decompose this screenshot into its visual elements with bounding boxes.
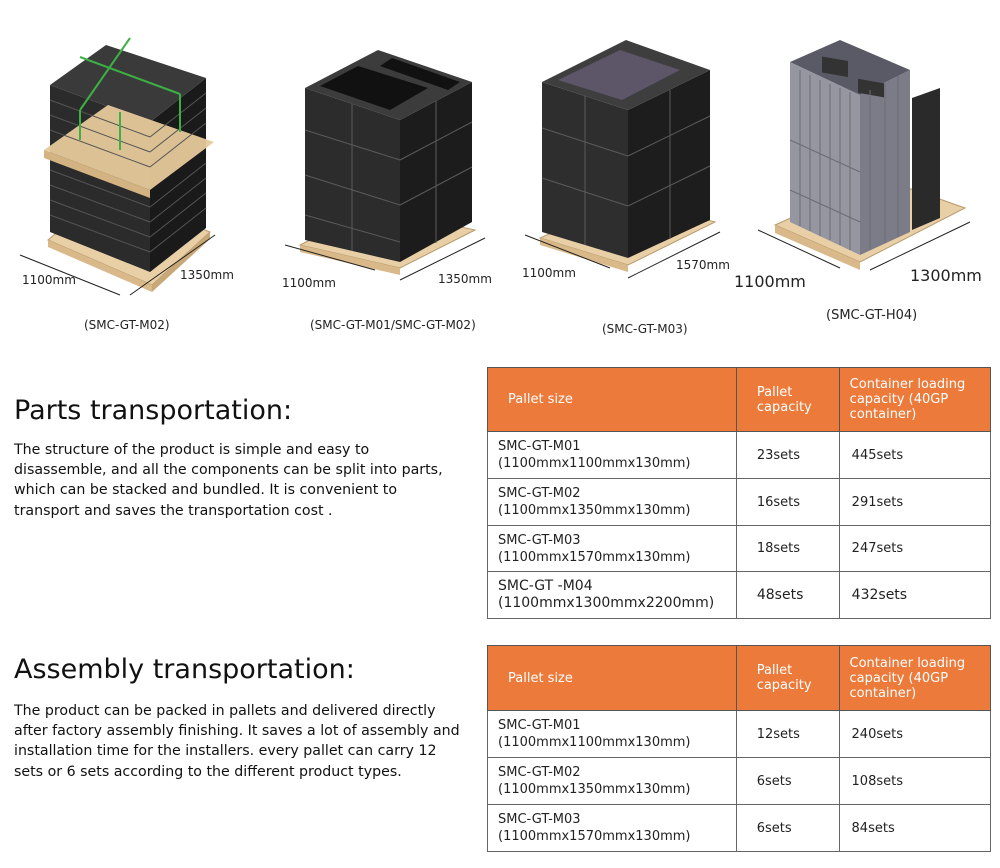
container-capacity-cell: 247sets xyxy=(839,526,990,572)
figure-caption: (SMC-GT-H04) xyxy=(826,308,918,323)
stacked-plates-illustration xyxy=(0,0,250,340)
container-capacity-cell: 84sets xyxy=(839,805,990,852)
pallet-capacity-cell: 12sets xyxy=(736,711,839,758)
table-row xyxy=(488,572,991,619)
pallet-size-cell xyxy=(488,526,737,572)
pallet-size-cell xyxy=(488,805,737,852)
pallet-capacity-cell: 18sets xyxy=(736,526,839,572)
table-row xyxy=(488,805,991,852)
header-container-capacity: Container loading capacity (40GP container) xyxy=(839,368,990,432)
model-dimensions: (1100mmx1350mmx130mm) xyxy=(498,782,691,797)
dimension-label-length: 1300mm xyxy=(910,266,982,285)
model-name: SMC-GT-M01 xyxy=(498,718,581,733)
dimension-label-width: 1100mm xyxy=(734,272,806,291)
table-header-row xyxy=(488,646,991,711)
model-dimensions: (1100mmx1100mmx130mm) xyxy=(498,735,691,750)
header-pallet-capacity: Pallet capacity xyxy=(736,368,839,432)
model-dimensions: (1100mmx1100mmx130mm) xyxy=(498,456,691,471)
parts-transportation-table xyxy=(487,367,991,619)
header-pallet-capacity: Pallet capacity xyxy=(736,646,839,711)
pallet-size-cell xyxy=(488,432,737,479)
figure-caption: (SMC-GT-M02) xyxy=(84,318,170,332)
container-capacity-cell: 291sets xyxy=(839,479,990,526)
pallet-capacity-cell: 48sets xyxy=(736,572,839,619)
table-row xyxy=(488,758,991,805)
container-capacity-cell: 108sets xyxy=(839,758,990,805)
pallet-capacity-cell: 16sets xyxy=(736,479,839,526)
product-image-smc-gt-h04 xyxy=(734,0,1000,340)
container-capacity-cell: 445sets xyxy=(839,432,990,479)
figure-caption: (SMC-GT-M01/SMC-GT-M02) xyxy=(310,318,476,332)
table-row xyxy=(488,479,991,526)
model-dimensions: (1100mmx1570mmx130mm) xyxy=(498,549,691,565)
header-pallet-size: Pallet size xyxy=(488,646,737,711)
assembly-transportation-table xyxy=(487,645,991,852)
parts-transportation-paragraph: The structure of the product is simple and easy to disassemble, and all the components can be split into parts, which can be stacked and bundled. It is convenient to transport and saves the transportation cost . xyxy=(14,442,443,519)
model-name: SMC-GT-M02 xyxy=(498,486,581,501)
model-name: SMC-GT-M03 xyxy=(498,812,581,827)
model-name: SMC-GT-M01 xyxy=(498,439,581,454)
product-image-smc-gt-m02 xyxy=(0,0,250,340)
header-pallet-size: Pallet size xyxy=(488,368,737,432)
model-dimensions: (1100mmx1300mmx2200mm) xyxy=(498,595,715,611)
table-row xyxy=(488,711,991,758)
dimension-label-length: 1350mm xyxy=(180,268,234,282)
dimension-label-width: 1100mm xyxy=(522,266,576,280)
pallet-size-cell xyxy=(488,479,737,526)
pallet-capacity-cell: 6sets xyxy=(736,758,839,805)
model-dimensions: (1100mmx1570mmx130mm) xyxy=(498,829,691,844)
product-image-smc-gt-m01-m02 xyxy=(260,0,510,340)
dimension-label-length: 1350mm xyxy=(438,272,492,286)
model-name: SMC-GT -M04 xyxy=(498,578,593,594)
dimension-label-width: 1100mm xyxy=(282,276,336,290)
figure-caption: (SMC-GT-M03) xyxy=(602,322,688,336)
pallet-capacity-cell: 6sets xyxy=(736,805,839,852)
table-row xyxy=(488,432,991,479)
pallet-size-cell xyxy=(488,758,737,805)
product-image-smc-gt-m03 xyxy=(510,0,750,340)
container-capacity-cell: 240sets xyxy=(839,711,990,758)
model-name: SMC-GT-M03 xyxy=(498,532,581,548)
pallet-capacity-cell: 23sets xyxy=(736,432,839,479)
pallet-size-cell xyxy=(488,711,737,758)
tall-modular-tank-illustration xyxy=(510,0,750,340)
parts-transportation-heading: Parts transportation: xyxy=(14,395,293,426)
container-capacity-cell: 432sets xyxy=(839,572,990,619)
pallet-size-cell xyxy=(488,572,737,619)
dimension-label-length: 1570mm xyxy=(676,258,730,272)
model-name: SMC-GT-M02 xyxy=(498,765,581,780)
assembly-transportation-heading: Assembly transportation: xyxy=(14,654,355,685)
assembly-transportation-paragraph: The product can be packed in pallets and delivered directly after factory assembly finishing. It saves a lot of assembly and installation time for the installers. every pallet can carry 12 sets or 6 sets according to the different product types. xyxy=(14,703,460,780)
table-row xyxy=(488,526,991,572)
header-container-capacity: Container loading capacity (40GP container) xyxy=(839,646,990,711)
model-dimensions: (1100mmx1350mmx130mm) xyxy=(498,503,691,518)
table-header-row xyxy=(488,368,991,432)
dimension-label-width: 1100mm xyxy=(22,273,76,287)
